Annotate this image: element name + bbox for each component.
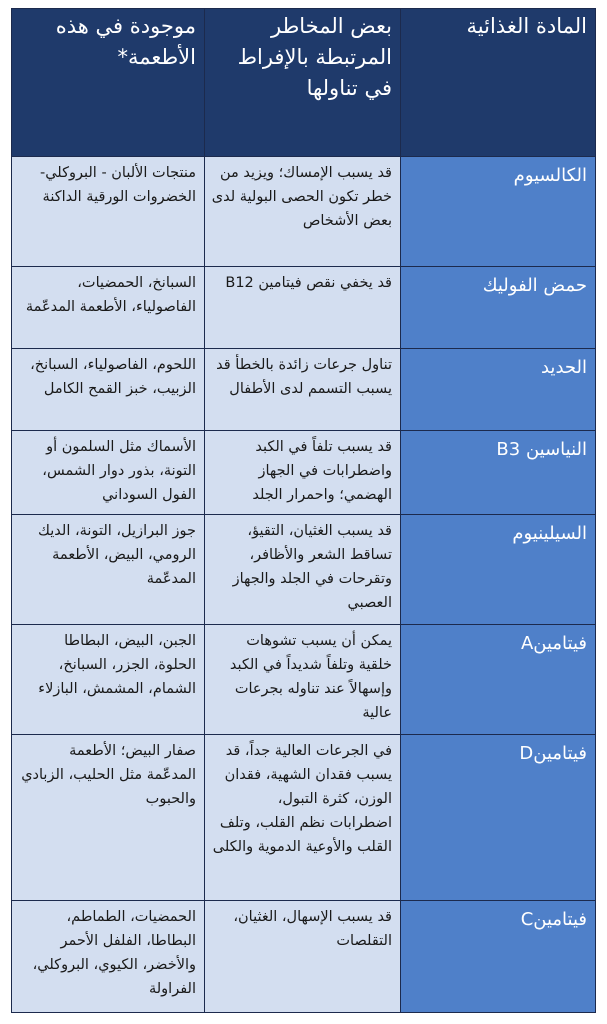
nutrient-risk-table-container [12,8,596,1012]
table-row [12,901,596,1013]
header-foods: موجودة في هذه الأطعمة* [12,9,205,157]
foods-cell: الأسماك مثل السلمون أو التونة، بذور دوار الشمس، الفول السوداني [12,431,205,515]
risk-cell: في الجرعات العالية جداً، قد يسبب فقدان الشهية، فقدان الوزن، كثرة التبول، اضطرابات نظم القلب، وتلف القلب والأوعية الدموية والكلى [205,735,401,901]
table-row [12,349,596,431]
risk-cell: يمكن أن يسبب تشوهات خلقية وتلفاً شديداً في الكبد وإسهالاً عند تناوله بجرعات عالية [205,625,401,735]
table-row [12,267,596,349]
risk-cell: قد يسبب تلفاً في الكبد واضطرابات في الجهاز الهضمي؛ واحمرار الجلد [205,431,401,515]
nutrient-cell: فيتامينD [401,735,596,901]
table-row [12,515,596,625]
risk-cell: قد يسبب الغثيان، التقيؤ، تساقط الشعر والأظافر، وتقرحات في الجلد والجهاز العصبي [205,515,401,625]
header-nutrient: المادة الغذائية [401,9,596,157]
risk-cell: قد يسبب الإمساك؛ ويزيد من خطر تكون الحصى البولية لدى بعض الأشخاص [205,157,401,267]
nutrient-cell: فيتامينC [401,901,596,1013]
nutrient-cell: فيتامينA [401,625,596,735]
table-row [12,625,596,735]
risk-cell: تناول جرعات زائدة بالخطأ قد يسبب التسمم لدى الأطفال [205,349,401,431]
foods-cell: منتجات الألبان - البروكلي- الخضروات الورقية الداكنة [12,157,205,267]
header-row [12,9,596,157]
table-row [12,431,596,515]
risk-cell: قد يسبب الإسهال، الغثيان، التقلصات [205,901,401,1013]
nutrient-cell: حمض الفوليك [401,267,596,349]
nutrient-risk-table [11,8,596,1013]
foods-cell: اللحوم، الفاصولياء، السبانخ، الزبيب، خبز القمح الكامل [12,349,205,431]
foods-cell: الحمضيات، الطماطم، البطاطا، الفلفل الأحمر والأخضر، الكيوي، البروكلي، الفراولة [12,901,205,1013]
header-risks: بعض المخاطر المرتبطة بالإفراط في تناولها [205,9,401,157]
nutrient-cell: الكالسيوم [401,157,596,267]
foods-cell: جوز البرازيل، التونة، الديك الرومي، البيض، الأطعمة المدعّمة [12,515,205,625]
foods-cell: السبانخ، الحمضيات، الفاصولياء، الأطعمة المدعّمة [12,267,205,349]
foods-cell: صفار البيض؛ الأطعمة المدعّمة مثل الحليب، الزبادي والحبوب [12,735,205,901]
nutrient-cell: النياسين B3 [401,431,596,515]
foods-cell: الجبن، البيض، البطاطا الحلوة، الجزر، السبانخ، الشمام، المشمش، البازلاء [12,625,205,735]
nutrient-cell: السيلينيوم [401,515,596,625]
nutrient-cell: الحديد [401,349,596,431]
table-row [12,735,596,901]
risk-cell: قد يخفي نقص فيتامين B12 [205,267,401,349]
table-row [12,157,596,267]
